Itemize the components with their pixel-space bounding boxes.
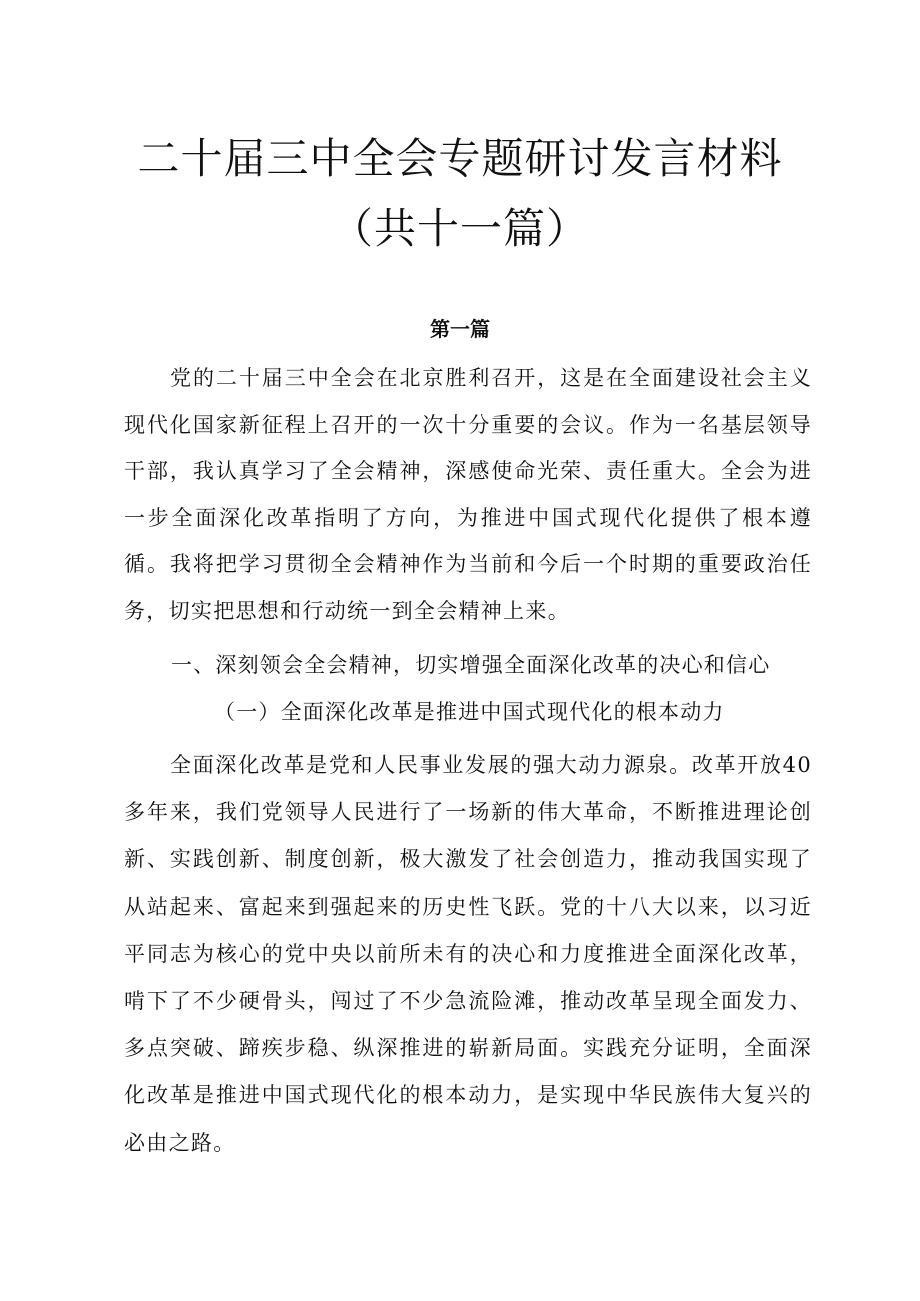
section-heading: 第一篇 <box>430 317 490 341</box>
subsection-heading-1: 一、深刻领会全会精神，切实增强全面深化改革的决心和信心 <box>171 653 771 677</box>
document-title-subtitle: （共十一篇） <box>330 204 589 253</box>
paragraph-reform: 全面深化改革是党和人民事业发展的强大动力源泉。改革开放40多年来，我们党领导人民进行了一场新的伟大革命，不断推进理论创新、实践创新、制度创新，极大激发了社会创造力，推动我国实现了从站起来、富起来到强起来的历史性飞跃。党的十八大以来，以习近平同志为核心的党中央以前所未有的决心和力度推进全面深化改革，啃下了不少硬骨头，闯过了不少急流险滩，推动改革呈现全面发力、多点突破、蹄疾步稳、纵深推进的崭新局面。实践充分证明，全面深化改革是推进中国式现代化的根本动力，是实现中华民族伟大复兴的必由之路。 <box>124 753 812 1155</box>
document-title: 二十届三中全会专题研讨发言材料 <box>137 134 783 183</box>
subsection-heading-1-1: （一）全面深化改革是推进中国式现代化的根本动力 <box>214 700 725 724</box>
paragraph-intro: 党的二十届三中全会在北京胜利召开，这是在全面建设社会主义现代化国家新征程上召开的一次十分重要的会议。作为一名基层领导干部，我认真学习了全会精神，深感使命光荣、责任重大。全会为进一步全面深化改革指明了方向，为推进中国式现代化提供了根本遵循。我将把学习贯彻全会精神作为当前和今后一个时期的重要政治任务，切实把思想和行动统一到全会精神上来。 <box>124 366 812 623</box>
